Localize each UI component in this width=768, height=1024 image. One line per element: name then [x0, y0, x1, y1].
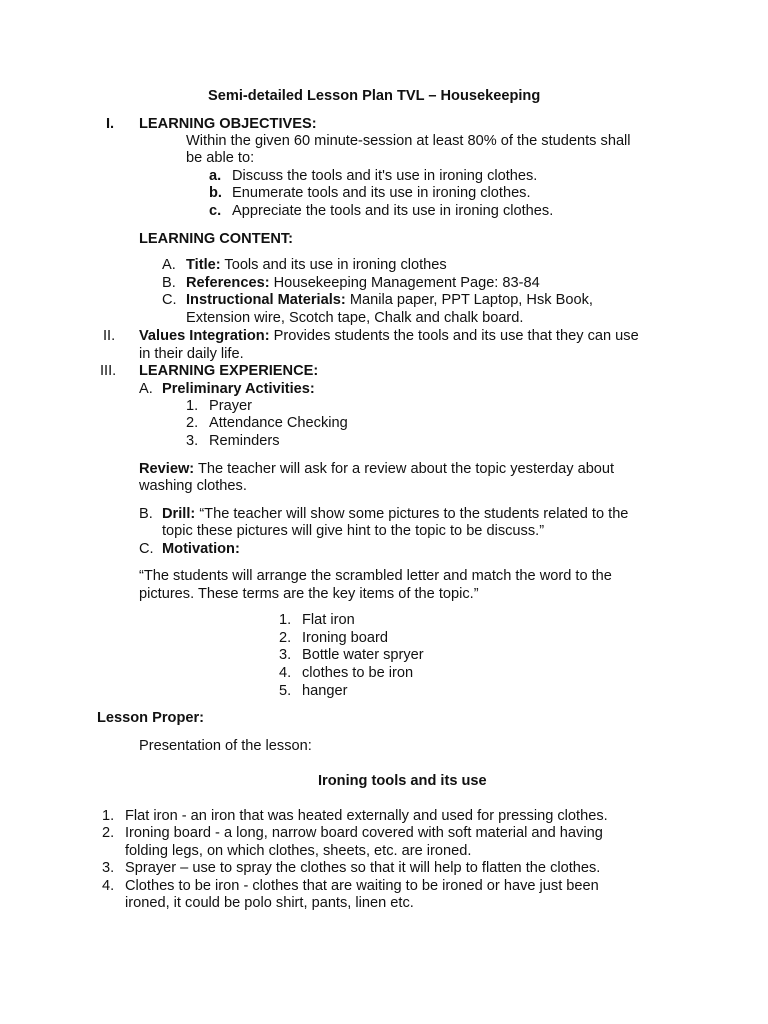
drill-paragraph: [162, 505, 628, 523]
lesson-number: 3.: [102, 860, 115, 876]
content-item-title: [186, 256, 447, 274]
term-item: Ironing board: [302, 630, 389, 646]
term-item: clothes to be iron: [302, 665, 414, 681]
review-label: Review:: [139, 461, 195, 477]
section-number-2: II.: [103, 328, 116, 344]
lesson-item-cont: folding legs, on which clothes, sheets, etc. are ironed.: [125, 843, 472, 859]
content-heading: LEARNING CONTENT:: [139, 231, 294, 247]
content-item-references: [186, 274, 540, 292]
objectives-intro-cont: be able to:: [186, 150, 255, 166]
term-number: 5.: [279, 683, 292, 699]
objective-letter: b.: [209, 185, 222, 201]
objective-letter: a.: [209, 168, 222, 184]
prelim-heading: Preliminary Activities:: [162, 381, 315, 397]
lesson-item: Clothes to be iron - clothes that are waiting to be ironed or have just been: [125, 878, 599, 894]
objective-text: Enumerate tools and its use in ironing clothes.: [232, 185, 531, 201]
term-number: 1.: [279, 612, 292, 628]
term-item: hanger: [302, 683, 348, 699]
prelim-item: Prayer: [209, 398, 252, 414]
presentation-text: Presentation of the lesson:: [139, 738, 312, 754]
content-value: Tools and its use in ironing clothes: [224, 257, 447, 273]
content-value: Manila paper, PPT Laptop, Hsk Book,: [349, 292, 593, 308]
motivation-text-cont: pictures. These terms are the key items of the topic.”: [139, 586, 479, 602]
lesson-item-cont: ironed, it could be polo shirt, pants, linen etc.: [125, 895, 414, 911]
lesson-item: Ironing board - a long, narrow board covered with soft material and having: [125, 825, 603, 841]
drill-text-cont: topic these pictures will give hint to the topic to be discuss.”: [162, 523, 545, 539]
section-number-1: I.: [106, 116, 115, 132]
prelim-number: 2.: [186, 415, 199, 431]
term-item: Bottle water spryer: [302, 647, 424, 663]
lesson-number: 2.: [102, 825, 115, 841]
lesson-item: Sprayer – use to spray the clothes so that it will help to flatten the clothes.: [125, 860, 601, 876]
content-letter: B.: [162, 275, 176, 291]
drill-text: “The teacher will show some pictures to the students related to the: [199, 506, 629, 522]
content-label: Title:: [186, 257, 221, 273]
values-integration: [139, 327, 639, 345]
content-value-cont: Extension wire, Scotch tape, Chalk and chalk board.: [186, 310, 524, 326]
term-item: Flat iron: [302, 612, 355, 628]
prelim-letter: A.: [139, 381, 153, 397]
content-item-materials: [186, 291, 593, 309]
content-letter: A.: [162, 257, 176, 273]
prelim-item: Attendance Checking: [209, 415, 348, 431]
drill-letter: B.: [139, 506, 153, 522]
motivation-letter: C.: [139, 541, 154, 557]
document-title: Semi-detailed Lesson Plan TVL – Housekeeping: [208, 88, 541, 104]
values-label: Values Integration:: [139, 328, 270, 344]
values-text-cont: in their daily life.: [139, 346, 244, 362]
review-text: The teacher will ask for a review about the topic yesterday about: [197, 461, 615, 477]
prelim-number: 1.: [186, 398, 199, 414]
lesson-item: Flat iron - an iron that was heated externally and used for pressing clothes.: [125, 808, 608, 824]
term-number: 2.: [279, 630, 292, 646]
content-label: References:: [186, 275, 270, 291]
term-number: 4.: [279, 665, 292, 681]
prelim-number: 3.: [186, 433, 199, 449]
lesson-proper-heading: Lesson Proper:: [97, 710, 205, 726]
content-letter: C.: [162, 292, 177, 308]
section-number-3: III.: [100, 363, 117, 379]
drill-label: Drill:: [162, 506, 196, 522]
lesson-subtitle: Ironing tools and its use: [318, 773, 487, 789]
lesson-number: 1.: [102, 808, 115, 824]
objective-text: Appreciate the tools and its use in ironing clothes.: [232, 203, 554, 219]
term-number: 3.: [279, 647, 292, 663]
content-label: Instructional Materials:: [186, 292, 346, 308]
objectives-heading: LEARNING OBJECTIVES:: [139, 116, 317, 132]
content-value: Housekeeping Management Page: 83-84: [273, 275, 540, 291]
objective-letter: c.: [209, 203, 222, 219]
lesson-number: 4.: [102, 878, 115, 894]
objectives-intro: Within the given 60 minute-session at least 80% of the students shall: [186, 133, 631, 149]
prelim-item: Reminders: [209, 433, 280, 449]
motivation-heading: Motivation:: [162, 541, 240, 557]
review-paragraph: [139, 460, 614, 478]
objective-text: Discuss the tools and it's use in ironing clothes.: [232, 168, 538, 184]
experience-heading: LEARNING EXPERIENCE:: [139, 363, 319, 379]
values-text: Provides students the tools and its use that they can use: [273, 328, 639, 344]
review-text-cont: washing clothes.: [139, 478, 247, 494]
motivation-text: “The students will arrange the scrambled letter and match the word to the: [139, 568, 612, 584]
